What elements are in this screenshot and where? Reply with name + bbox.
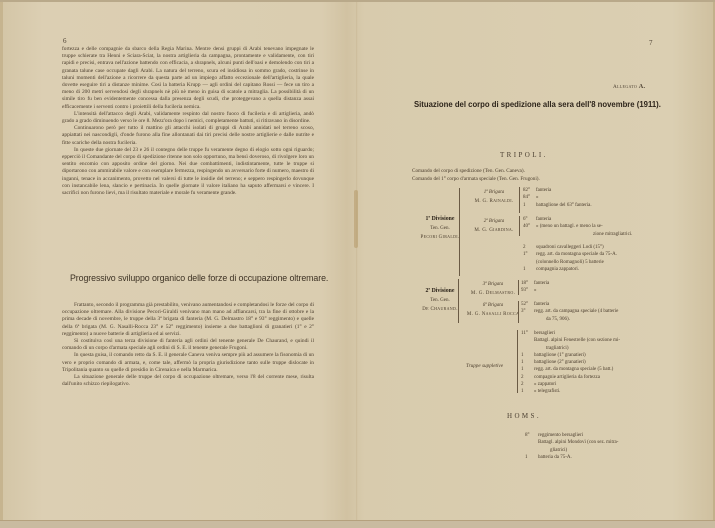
tripoli-heading: TRIPOLI.: [500, 151, 548, 159]
brigade-2-bracket: [519, 216, 520, 236]
section-paragraph: La situazione generale delle truppe del corpo di occupazione oltremare, verso l'8 del corrente mese, risulta dall'unito schizzo riepilogativo.: [62, 374, 314, 388]
allegato-label: [613, 83, 645, 90]
unit-row: 1 » telegrafisti.: [521, 389, 561, 395]
brigade-1-name: 1ª Brigata: [483, 190, 505, 195]
unit-row: Battagl. alpini Mondovì (con sez. mitra-: [538, 440, 619, 446]
unit-row: 1 batteria da 75-A.: [525, 454, 572, 460]
left-page-number: 6: [63, 37, 67, 45]
brigade-6-units: [521, 301, 618, 323]
division-1-commander: Pecori Giraldi.: [420, 235, 460, 240]
intro-paragraph: In queste due giornate del 23 e 26 il contegno delle truppe fu veramente degno di elogio sotto ogni riguardo; epperciò il Comandante del corpo di spedizione ritenne non solo opportuno, ma bensì doveroso, di rivolgere loro un sentito encomio con apposito ordine del giorno. Nei due combattimenti, indistintamente, tutte le truppe si diportarono con ammirabile valore e con esemplare fermezza, respingendo un avversario forte di numero, maestro di inganni, tenace in accanimento, provetto nel valersi di tutte le insidie del terreno; e seppero respingerlo dovunque con instancabile lena, slancio e pertinacia. In quelle giornate il valore italiano ha saputo affermarsi e vincere. I sacrifici non furono lievi, ma il risultato materiale e morale fu veramente grande.: [62, 146, 314, 197]
intro-paragraph: L'intensità dell'attacco degli Arabi, validamente respinto dal nostro fuoco di fucileria e di artiglieria, andò grado a grado diminuendo verso le ore 8. Mezz'ora dopo i nemici, completamente battuti, si ritiravano in disordine.: [62, 110, 314, 125]
fold-stain: [354, 190, 358, 248]
unit-row: 1° regg. art. da montagna speciale da 75-A.: [523, 252, 617, 258]
unit-row: zione mitragliatrici.: [593, 231, 633, 237]
unit-row: 2 compagnie artiglieria da fortezza: [521, 374, 600, 380]
brigade-1: [460, 188, 528, 206]
unit-row: 52° fanteria: [521, 302, 550, 307]
intro-paragraph: fortezza e delle compagnie da sbarco della Regia Marina. Mentre densi gruppi di Arabi tenevano impegnate le truppe schierate tra Henni e Sciara-Sciat, la nostra artiglieria da campagna, prontamente e validamente, con tiri rapidi e precisi, entrava nell'azione battendo con efficacia, a shrapnels, alcuni punti dell'oasi e demolendo con tiri a granata talune case occupate dagli Arabi. La natura del terreno, scura ed insidiosa in sommo grado, costrinse in taluni momenti dell'azione a ricorrere da questa parte ad un impiego affatto eccezionale dell'artiglieria, la quale dovette eseguire tiri a distanze minime. Così la batteria Krupp — agli ordini del capitano Rossi — fece un tiro a meno di 200 metri servendosi degli shrapnels nè più nè meno in guisa di scatole a mitraglia. La possibilità di un simile tiro fu ben evidentemente concessa dalla presenza degli scudi, che proteggevano a quella distanza assai efficacemente i serventi contro i proiettili della fucileria nemica.: [62, 46, 314, 110]
brigade-1-units: [523, 187, 592, 209]
unit-row: 18° fanteria: [521, 281, 550, 286]
section-text-block: [62, 302, 314, 388]
unit-row: 2 squadroni cavalleggeri Lodi (15°): [523, 245, 604, 250]
brigade-3-bracket: [518, 280, 519, 295]
right-page-number: 7: [649, 39, 653, 47]
brigade-3-units: [521, 280, 549, 295]
brigade-6: [459, 301, 527, 319]
unit-row: 11° bersaglieri: [521, 331, 556, 336]
unit-row: 8° reggimento bersaglieri: [525, 433, 584, 438]
unit-row: da 75, 906).: [546, 316, 570, 322]
homs-units: [525, 432, 618, 461]
supplementary-label: Truppe suppletive: [466, 363, 504, 369]
unit-row: 1 compagnia zappatori.: [523, 266, 580, 272]
intro-paragraph: Continuarono però per tutto il mattino gli attacchi isolati di gruppi di Arabi annidati nel terreno scoso, appiattati nei nascondigli, d'onde furono alla fine allontanati dai tiri precisi delle nostre artiglierie e dalle nutrite e fitte scariche della nostra fucileria.: [62, 125, 314, 146]
unit-row: 40° » (meno un battagl. e meno la se-: [523, 224, 603, 230]
division-1-rank: Ten. Gen.: [430, 226, 450, 231]
section-title: Progressivo sviluppo organico delle forze di occupazione oltremare.: [70, 273, 329, 284]
center-fold: [356, 2, 358, 520]
unit-row: 1 regg. art. da montagna speciale (5 batt.): [521, 367, 614, 373]
brigade-2-units: [523, 216, 632, 238]
left-page-edge: [0, 2, 3, 522]
allegato-letter: A.: [638, 83, 646, 90]
section-paragraph: In questa guisa, il comando retto da S. E. il generale Caneva veniva sempre più ad assumere la fisonomia di un vero e proprio comando di armata, e, come tale, affermò la propria giurisdizione tanto sulle truppe dislocate in Tripolitania quanto su quelle di presidio in Cirenaica e nella Marmarica.: [62, 352, 314, 373]
intro-text-block: [62, 46, 314, 197]
brigade-3-name: 3ª Brigata: [482, 282, 504, 287]
main-title: Situazione del corpo di spedizione alla sera dell'8 novembre (1911).: [414, 99, 661, 109]
unit-row: 1 battaglione del 63° fanteria.: [523, 202, 592, 208]
unit-row: 1 battaglione (2° granatieri): [521, 360, 586, 366]
brigade-1-bracket: [519, 187, 520, 213]
command-line: Comando del corpo di spedizione (Ten. Gen. Caneva).: [412, 168, 525, 174]
command-line: Comando del 1° corpo d'armata speciale (Ten. Gen. Frugoni).: [412, 176, 540, 182]
brigade-1-commander: M. G. Rainaldi.: [474, 199, 514, 204]
supplementary-bracket: [517, 330, 518, 393]
unit-row: 82° fanteria: [523, 188, 552, 193]
brigade-2: [460, 217, 528, 235]
allegato-word: Allegato: [613, 84, 638, 90]
brigade-3: [459, 280, 527, 298]
unit-row: (colonnello Romagnoli) 5 batterie: [536, 259, 604, 265]
brigade-6-commander: M. G. Nasalli Rocca: [466, 312, 520, 317]
unit-row: gliatrici): [550, 447, 568, 453]
unit-row: tragliatrici): [546, 345, 569, 351]
division-1-extra-units: [523, 244, 617, 273]
division-1-name: 1ª Divisione: [425, 216, 455, 222]
unit-row: 3° regg. art. da campagna speciale (4 batterie: [521, 309, 619, 315]
unit-row: 1 battaglione (1° granatieri): [521, 352, 586, 358]
unit-row: 84° »: [523, 195, 539, 201]
brigade-6-bracket: [518, 301, 519, 323]
unit-row: 6° fanteria: [523, 217, 552, 222]
brigade-2-commander: M. G. Giardina.: [474, 228, 514, 233]
division-2-name: 2ª Divisione: [425, 288, 455, 294]
supplementary-units: [521, 330, 620, 396]
unit-row: Battagl. alpini Fenestrelle (con sezione mi-: [534, 338, 621, 344]
division-2-commander: De Chaurand.: [422, 307, 458, 312]
brigade-6-name: 6ª Brigata: [482, 303, 504, 308]
section-paragraph: Frattanto, secondo il programma già prestabilito, venivano aumentandosi e completandosi le forze del corpo di occupazione oltremare. Alla divisione Pecori-Giraldi venivano man mano ad affiancarsi, tra la fine di ottobre e la prima decade di novembre, le truppe della 3ª brigata di fanteria (M. G. Delmastro 18° e 93° reggimento) e quelle della 6ª brigata (M. G. Nasalli-Rocca 23° e 52° reggimento) insieme a due battaglioni di granatieri (1° e 2° reggimento) a nuove batterie di artiglieria ed ai servizi.: [62, 302, 314, 337]
brigade-2-name: 2ª Brigata: [483, 219, 505, 224]
homs-heading: HOMS.: [507, 412, 541, 420]
brigade-3-commander: M. G. Delmastro.: [470, 291, 516, 296]
section-paragraph: Si costituiva così una terza divisione di fanteria agli ordini del tenente generale De Chaurand, e quindi il comando di un corpo d'armata speciale agli ordini di S. E. il tenente generale Frugoni.: [62, 338, 314, 352]
division-2-rank: Ten. Gen.: [430, 298, 450, 303]
unit-row: 93° »: [521, 288, 537, 294]
unit-row: 2 » zappatori: [521, 382, 557, 388]
